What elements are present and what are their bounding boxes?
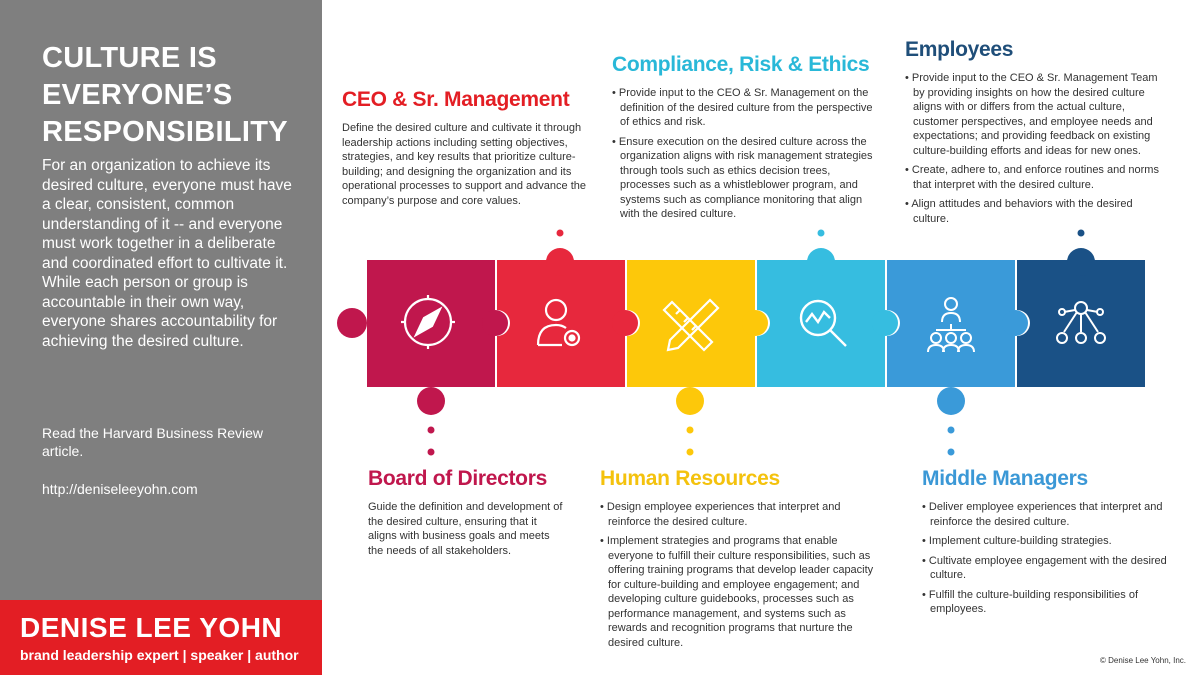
- puzzle-piece-middle: [874, 260, 1028, 415]
- puzzle-piece-board: [337, 260, 508, 415]
- copyright: © Denise Lee Yohn, Inc.: [1100, 656, 1186, 665]
- list-item: • Create, adhere to, and enforce routines and norms that interpret with the desired culture.: [905, 163, 1167, 192]
- list-item: • Design employee experiences that interpret and reinforce the desired culture.: [600, 500, 885, 529]
- section-ceo: [342, 87, 587, 208]
- section-ceo-body: Define the desired culture and cultivate it through leadership actions including setting objectives, strategies, and key results that prioritize culture-building; and designing the organization and its operational processes to support and advance the company’s purpose and core values.: [342, 122, 586, 207]
- sidebar-body: For an organization to achieve its desired culture, everyone must have a clear, consistent, common understanding of it -- and everyone must work together in a deliberate and coordinated effort to cultivate it. While each person or group is accountable in their own way, everyone shares accountability for achieving the desired culture.: [42, 157, 292, 350]
- list-item: • Provide input to the CEO & Sr. Management Team by providing insights on how the desired culture aligns with or differs from the actual culture, customer perspectives, and employee needs and expectations; and providing feedback on existing culture-building efforts and ideas for new ones.: [905, 71, 1167, 158]
- hbr-article-link[interactable]: Read the Harvard Business Review article.: [42, 425, 263, 459]
- section-hr-title: Human Resources: [600, 467, 780, 490]
- list-item: • Cultivate employee engagement with the desired culture.: [922, 554, 1167, 583]
- list-item: • Deliver employee experiences that interpret and reinforce the desired culture.: [922, 500, 1167, 529]
- list-item: • Fulfill the culture-building responsibilities of employees.: [922, 588, 1167, 617]
- section-employees: [905, 37, 1167, 231]
- sidebar-title: CULTURE IS EVERYONE’S RESPONSIBILITY: [42, 42, 288, 148]
- list-item: • Align attitudes and behaviors with the desired culture.: [905, 197, 1167, 226]
- brand-name: DENISE LEE YOHN: [20, 612, 283, 643]
- brand-tagline: brand leadership expert | speaker | author: [20, 647, 299, 663]
- section-employees-title: Employees: [905, 38, 1014, 61]
- list-item: • Ensure execution on the desired culture across the organization aligns with risk management strategies through tools such as ethics decision trees, processes such as a whistleblower program, and systems such as compliance monitoring that align with the desired culture.: [612, 135, 882, 222]
- section-board: [368, 466, 563, 558]
- section-ceo-title: CEO & Sr. Management: [342, 88, 570, 111]
- section-middle: [922, 466, 1167, 622]
- section-board-body: Guide the definition and development of the desired culture, ensuring that it aligns with business goals and meets the needs of all stakeholders.: [368, 501, 563, 557]
- section-hr: [600, 466, 885, 655]
- list-item: • Provide input to the CEO & Sr. Management on the definition of the desired culture from the perspective of ethics and risk.: [612, 86, 882, 130]
- website-link[interactable]: http://deniseleeyohn.com: [42, 481, 198, 497]
- list-item: • Implement strategies and programs that enable everyone to fulfill their culture responsibilities, such as offering training programs that develop leader capacity for culture-building and employee engagement; and developing culture guidebooks, processes such as performance management, and systems such as rewards and recognition programs that nurture the desired culture.: [600, 534, 885, 650]
- section-middle-title: Middle Managers: [922, 467, 1088, 490]
- list-item: • Implement culture-building strategies.: [922, 534, 1167, 549]
- section-board-title: Board of Directors: [368, 467, 547, 490]
- section-compliance-title: Compliance, Risk & Ethics: [612, 53, 870, 76]
- section-compliance: [612, 52, 882, 227]
